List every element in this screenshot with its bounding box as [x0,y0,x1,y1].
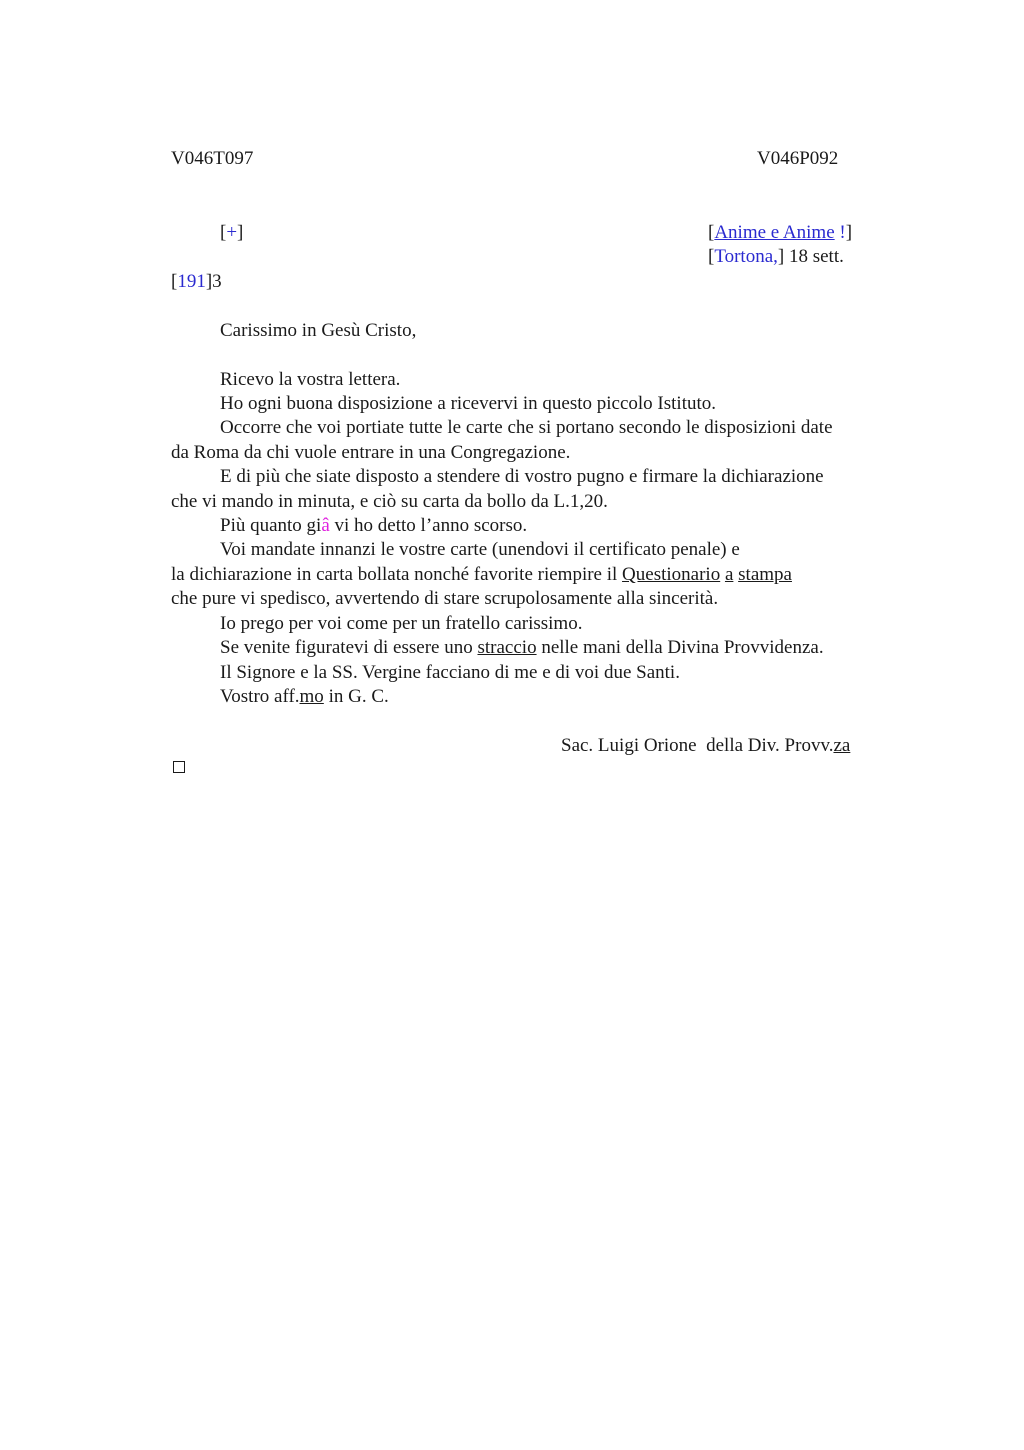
place-name: Tortona, [714,246,778,267]
title-exclamation: ! [839,222,846,243]
body-line: che vi mando in minuta, e ciò su carta da bollo da L.1,20. [171,491,608,512]
body-line: Più quanto giâ vi ho detto l’anno scorso. [220,515,528,536]
body-line: da Roma da chi vuole entrare in una Congregazione. [171,442,571,463]
body-line: E di più che siate disposto a stendere di vostro pugno e firmare la dichiarazione [220,466,824,487]
underlined-word: a [724,564,734,585]
corrected-character: â [321,515,330,536]
body-line: Io prego per voi come per un fratello carissimo. [220,613,583,634]
document-code-left: V046T097 [171,148,254,169]
document-code-right: V046P092 [757,148,839,169]
body-line: Ho ogni buona disposizione a ricevervi in questo piccolo Istituto. [220,393,717,414]
title-link[interactable]: Anime e Anime [714,222,835,243]
letter-year: [191]3 [171,271,222,292]
body-line: che pure vi spedisco, avvertendo di stare scrupolosamente alla sincerità. [171,588,719,609]
signature: Sac. Luigi Orione della Div. Provv.za [561,735,851,756]
body-line: Ricevo la vostra lettera. [220,369,401,390]
underlined-word: straccio [477,637,537,658]
place-date: [Tortona,] 18 sett. [708,246,844,267]
body-line: Voi mandate innanzi le vostre carte (unendovi il certificato penale) e [220,539,740,560]
letter-title: [Anime e Anime !] [708,222,853,243]
body-line: Il Signore e la SS. Vergine facciano di me e di voi due Santi. [220,662,680,683]
underlined-abbreviation: za [833,735,851,756]
cross-symbol: + [226,222,238,243]
body-line: la dichiarazione in carta bollata nonché favorite riempire il Questionario a stampa [171,564,792,585]
end-marker-box-icon [173,761,185,773]
body-line: Occorre che voi portiate tutte le carte che si portano secondo le disposizioni date [220,417,833,438]
underlined-abbreviation: mo [299,686,324,707]
cross-marker: [+] [220,222,244,243]
closing-line: Vostro aff.mo in G. C. [220,686,389,707]
year-prefix: 191 [177,271,206,292]
underlined-word: stampa [738,564,792,585]
body-line: Se venite figuratevi di essere uno straccio nelle mani della Divina Provvidenza. [220,637,824,658]
underlined-word: Questionario [622,564,721,585]
salutation: Carissimo in Gesù Cristo, [220,320,417,341]
